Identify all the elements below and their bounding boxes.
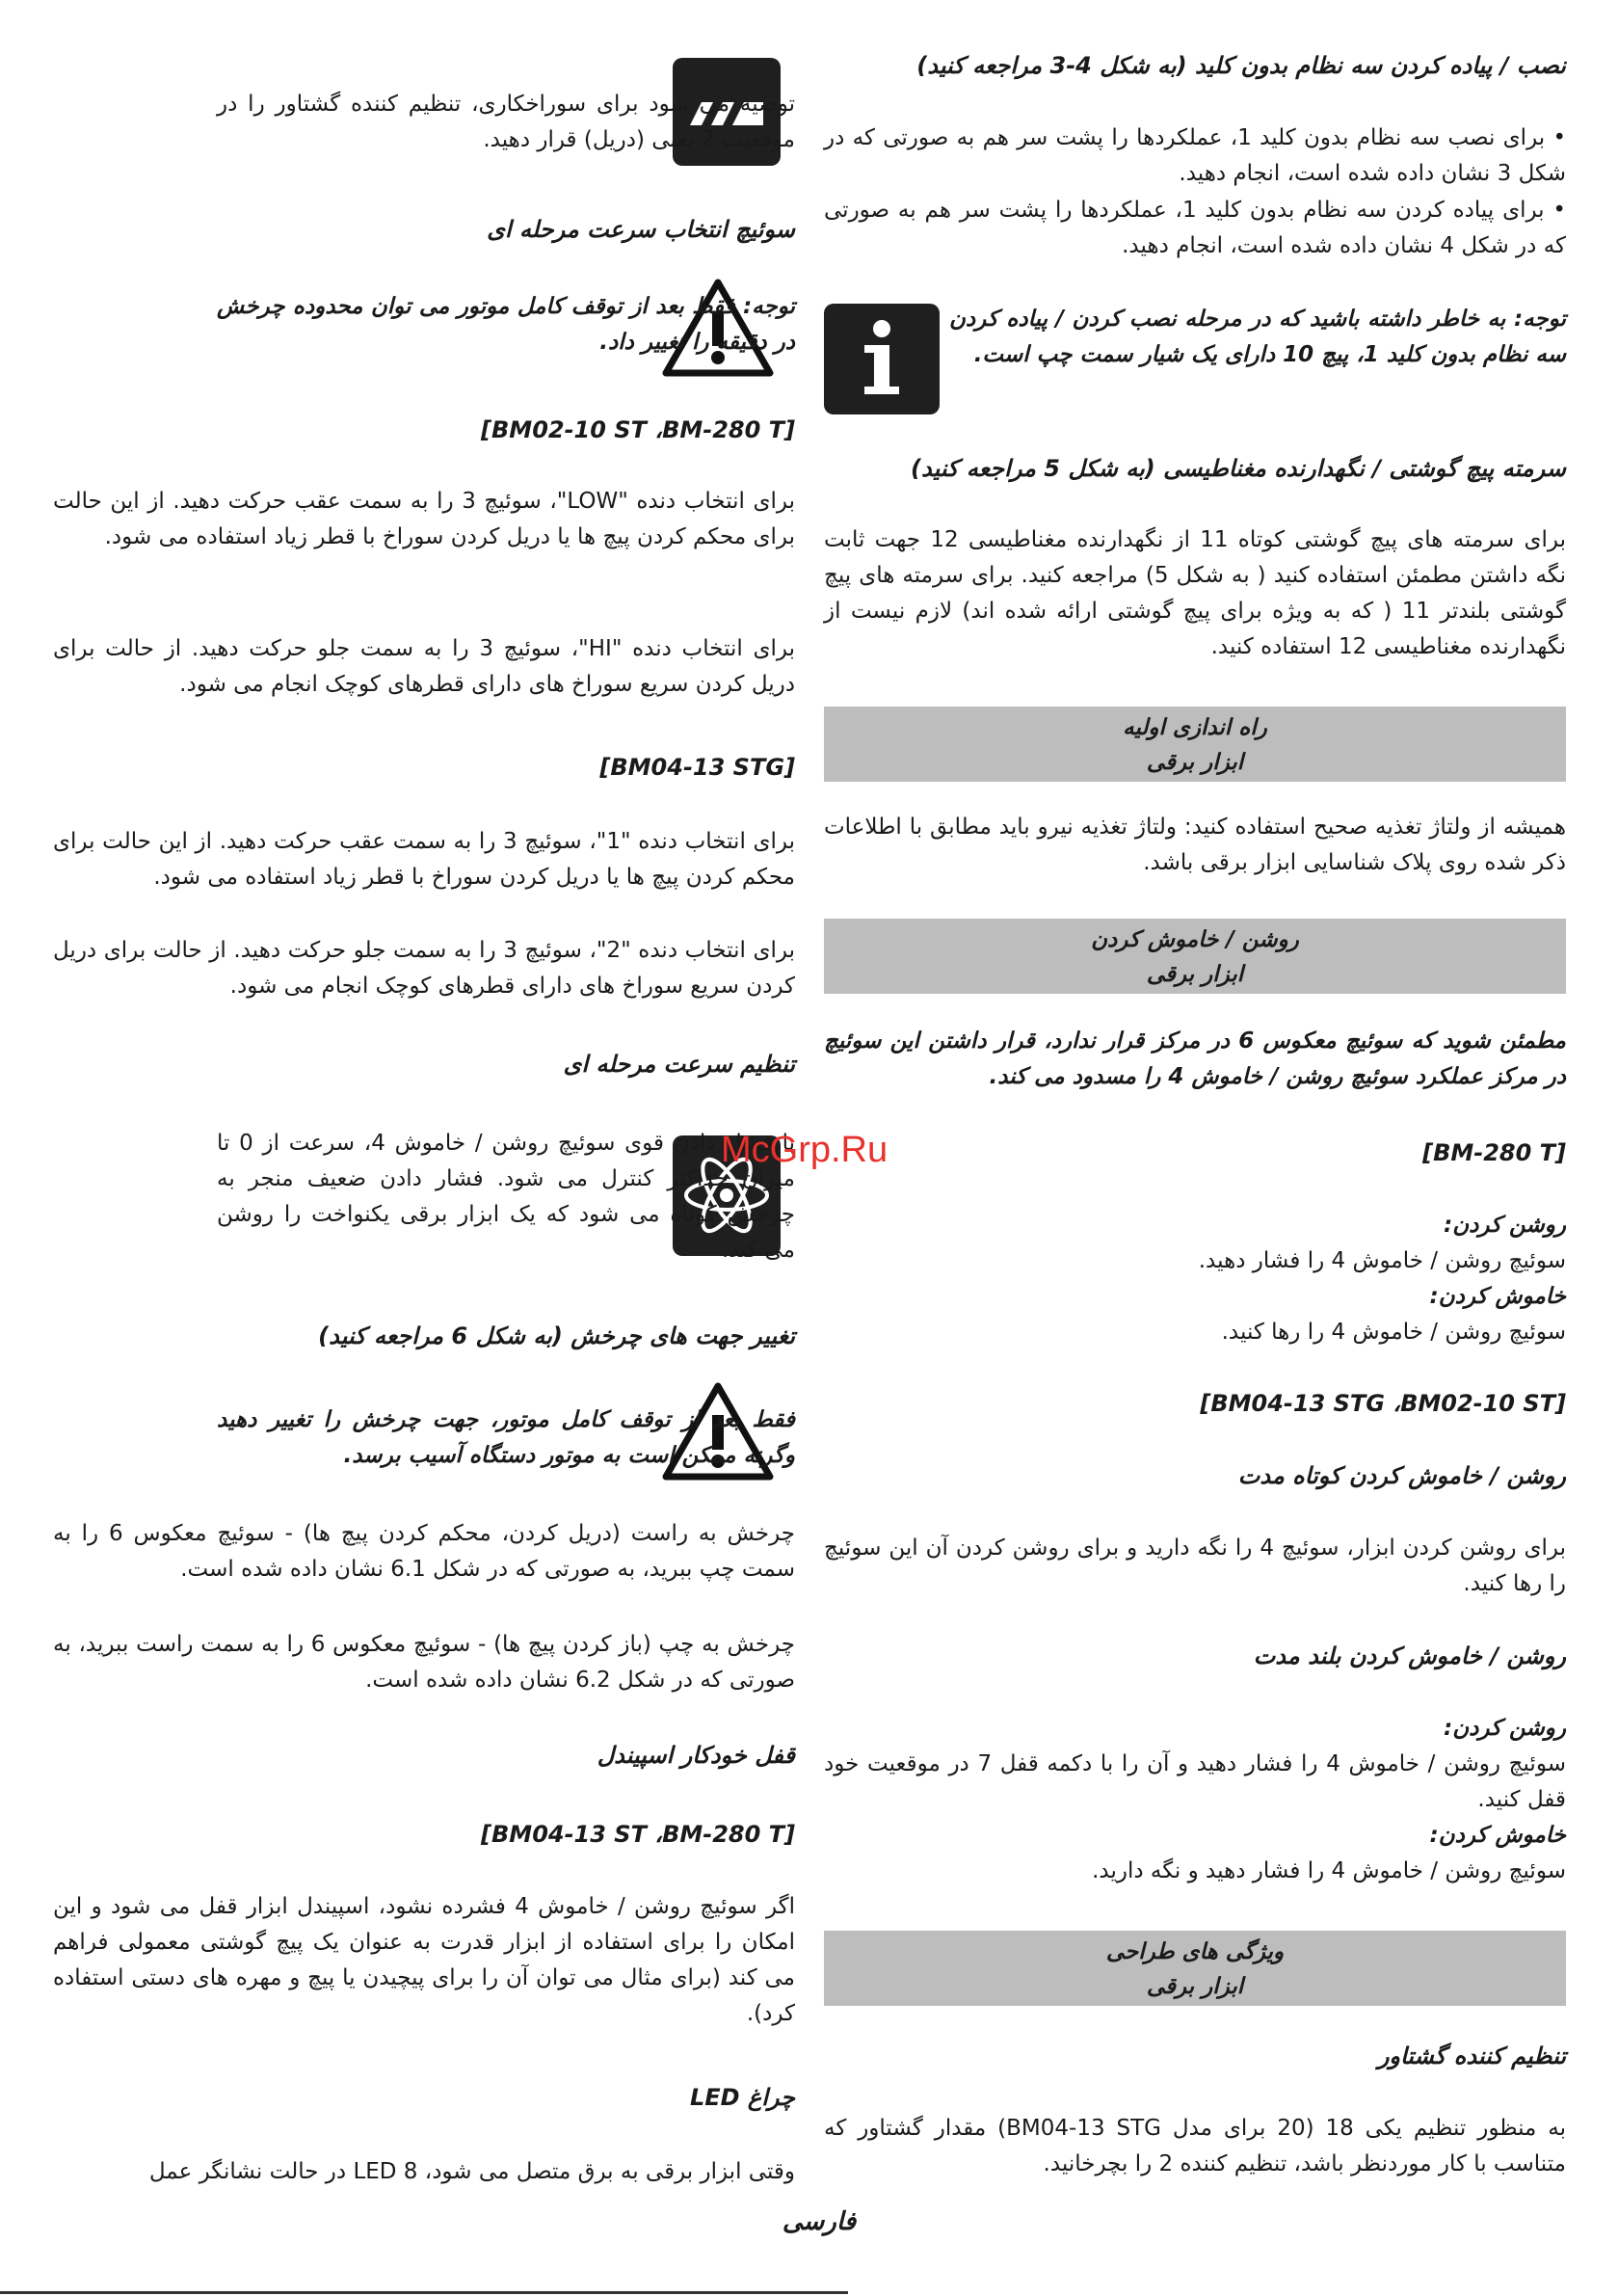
note-keyless-screw: توجه: به خاطر داشته باشید که در مرحله نصب کردن / پیاده کردن سه نظام بدون کلید 1، پیچ 10 دارای یک شیار سمت چپ است.: [949, 307, 1566, 367]
label-switch-off-2: خاموش کردن:: [1429, 1823, 1566, 1848]
bullet-remove: • برای پیاده کردن سه نظام بدون کلید 1، عملکردها را پشت سر هم به صورتی که در شکل 4 نشان داده شده است، انجام دهید.: [824, 198, 1566, 258]
bottom-rule: [0, 2291, 848, 2294]
heading-keyless-chuck: نصب / پیاده کردن سه نظام بدون کلید (به شکل 4-3 مراجعه کنید): [916, 52, 1566, 79]
note-reverse-switch: مطمئن شوید که سوئیچ معکوس 6 در مرکز قرار ندارد، قرار داشتن این سوئیچ در مرکز عملکرد سوئیچ روشن / خاموش 4 را مسدود می کند.: [824, 1028, 1567, 1089]
para-hi-gear: برای انتخاب دنده "HI"، سوئیچ 3 را به سمت جلو حرکت دهید. از حالت برای دریل کردن سریع سوراخ های دارای قطرهای کوچک انجام می شود.: [53, 636, 795, 697]
text-switch-on: سوئیچ روشن / خاموش 4 را فشار دهید.: [1198, 1248, 1566, 1273]
label-switch-off: خاموش کردن:: [1429, 1284, 1566, 1309]
heading-torque: تنظیم کننده گشتاور: [1377, 2042, 1566, 2069]
para-drill-recommend: توصیه می شود برای سوراخکاری، تنظیم کننده گشتاور را در موقعیت 2 یعنی (دریل) قرار دهید.: [217, 92, 795, 152]
heading-rotation-direction: تغییر جهت های چرخش (به شکل 6 مراجعه کنید): [318, 1322, 795, 1349]
heading-spindle-lock: قفل خودکار اسپیندل: [597, 1742, 795, 1769]
bar-title: راه اندازی اولیه: [1123, 715, 1267, 740]
para-variable-speed: با فشار دادن قوی سوئیچ روشن / خاموش 4، سرعت از 0 تا میزان حداکثر کنترل می شود. فشار دادن ضعیف منجر به چرخش کوتاه می شود که یک ابزار برقی یکنواخت را روشن می کند.: [217, 1131, 795, 1263]
bar-subtitle: ابزار برقی: [1146, 962, 1244, 987]
label-switch-on-2: روشن کردن:: [1444, 1716, 1566, 1741]
para-left-rotation: چرخش به چپ (باز کردن پیچ ها) - سوئیچ معکوس 6 را به سمت راست ببرید، به صورتی که در شکل 6.2 نشان داده شده است.: [53, 1632, 796, 1693]
bullet-install: • برای نصب سه نظام بدون کلید 1، عملکردها را پشت سر هم به صورتی که در شکل 3 نشان داده شده است، انجام دهید.: [824, 125, 1567, 186]
note-direction-change: فقط بعد از توقف کامل موتور، جهت چرخش را تغییر دهید وگرنه ممکن است به موتور دستگاه آسیب برسد.: [217, 1407, 795, 1468]
section-bar-design: [824, 1931, 1566, 2006]
heading-variable-speed: تنظیم سرعت مرحله ای: [563, 1051, 795, 1078]
bar-subtitle: ابزار برقی: [1146, 1974, 1244, 1999]
para-bits: برای سرمته های پیچ گوشتی کوتاه 11 از نگهدارنده مغناطیسی 12 جهت ثابت نگه داشتن مطمئن استفاده کنید ( به شکل 5) مراجعه کنید. برای سرمته های پیچ گوشتی بلندتر 11 ( که به ویژه برای پیچ گوشتی ارائه شده اند) لازم نیست از نگهدارنده مغناطیسی 12 استفاده کنید.: [824, 527, 1566, 659]
label-switch-on: روشن کردن:: [1444, 1213, 1566, 1238]
bar-title: ویژگی های طراحی: [1105, 1939, 1285, 1964]
text-switch-off-2: سوئیچ روشن / خاموش 4 را فشار دهید و نگه دارید.: [1092, 1858, 1566, 1883]
text-switch-off: سوئیچ روشن / خاموش 4 را رها کنید.: [1221, 1320, 1566, 1345]
heading-screwdriver-bits: سرمته پیچ گوشتی / نگهدارنده مغناطیسی (به شکل 5 مراجعه کنید): [911, 455, 1566, 482]
heading-led: چراغ LED: [689, 2084, 795, 2111]
model-bm02-bm280: [BM02-10 ST ،BM-280 T]: [481, 416, 795, 443]
model-bm04-bm280: [BM04-13 ST ،BM-280 T]: [481, 1821, 795, 1848]
note-speed-change: توجه: فقط بعد از توقف کامل موتور می توان محدوده چرخش در دقیقه را تغییر داد.: [217, 294, 795, 355]
para-low-gear: برای انتخاب دنده "LOW"، سوئیچ 3 را به سمت عقب حرکت دهید. از این حالت برای محکم کردن پیچ ها یا دریل کردن سوراخ با قطر زیاد استفاده می شود.: [53, 489, 795, 549]
text-switch-on-2: سوئیچ روشن / خاموش 4 را فشار دهید و آن را با دکمه قفل 7 در موقعیت خود قفل کنید.: [824, 1751, 1566, 1812]
model-bm280t: [BM-280 T]: [1422, 1139, 1566, 1166]
model-bm04-13-stg: [BM04-13 STG]: [599, 754, 795, 781]
para-right-rotation: چرخش به راست (دریل کردن، محکم کردن پیچ ها) - سوئیچ معکوس 6 را به سمت چپ ببرید، به صورتی که در شکل 6.1 نشان داده شده است.: [53, 1521, 795, 1582]
page-footer-language: فارسی: [782, 2207, 857, 2236]
bar-subtitle: ابزار برقی: [1146, 750, 1244, 775]
para-voltage: همیشه از ولتاژ تغذیه صحیح استفاده کنید: ولتاژ تغذیه نیرو باید مطابق با اطلاعات ذکر شده روی پلاک شناسایی ابزار برقی باشد.: [824, 814, 1566, 875]
model-bm02-bm04: [BM04-13 STG ،BM02-10 ST]: [1200, 1390, 1566, 1417]
watermark: McGrp.Ru: [721, 1130, 889, 1170]
heading-speed-selector: سوئیچ انتخاب سرعت مرحله ای: [487, 216, 795, 243]
bar-title: روشن / خاموش کردن: [1091, 927, 1299, 952]
para-spindle-lock: اگر سوئیچ روشن / خاموش 4 فشرده نشود، اسپیندل ابزار قفل می شود و این امکان را برای استفاده از ابزار قدرت به عنوان یک پیچ گوشتی معمولی فراهم می کند (برای مثال می توان آن را برای پیچیدن یا پیچ و مهره های دستی استفاده کرد).: [53, 1894, 795, 2026]
heading-short-term: روشن / خاموش کردن کوتاه مدت: [1237, 1462, 1566, 1489]
section-bar-on-off: [824, 919, 1566, 994]
para-short-term: برای روشن کردن ابزار، سوئیچ 4 را نگه دارید و برای روشن کردن آن این سوئیچ را رها کنید.: [824, 1535, 1566, 1596]
para-gear-2: برای انتخاب دنده "2"، سوئیچ 3 را به سمت جلو حرکت دهید. از حالت برای دریل کردن سریع سوراخ های دارای قطرهای کوچک انجام می شود.: [53, 938, 795, 999]
heading-long-term: روشن / خاموش کردن بلند مدت: [1253, 1642, 1566, 1669]
para-torque: به منظور تنظیم یکی 18 (20 برای مدل BM04-13 STG) مقدار گشتاور که متناسب با کار موردنظر باشد، تنظیم کننده 2 را بچرخانید.: [824, 2116, 1566, 2176]
info-icon: [824, 304, 940, 414]
para-led: وقتی ابزار برقی به برق متصل می شود، LED 8 در حالت نشانگر عمل: [148, 2159, 795, 2184]
section-bar-startup: [824, 707, 1566, 782]
para-gear-1: برای انتخاب دنده "1"، سوئیچ 3 را به سمت عقب حرکت دهید. از این حالت برای محکم کردن پیچ ها یا دریل کردن سوراخ با قطر زیاد استفاده می شود.: [53, 829, 795, 890]
